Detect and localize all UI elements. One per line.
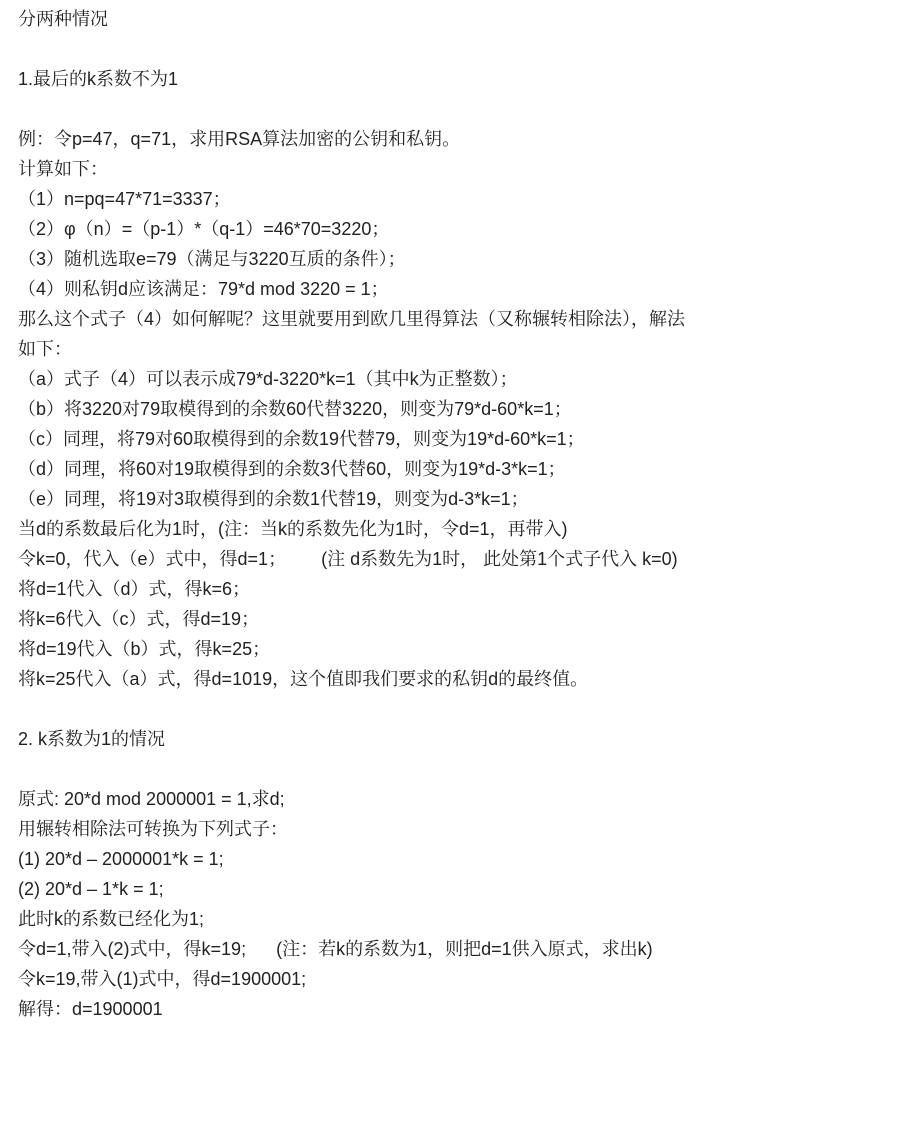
transition-text: 那么这个式子（4）如何解呢？这里就要用到欧几里得算法（又称辗转相除法），解法 (18, 309, 686, 329)
section2-line: 令k=19,带入(1)式中，得d=1900001; (18, 969, 307, 989)
section2-line: 此时k的系数已经化为1; (18, 909, 205, 929)
section2-line: 用辗转相除法可转换为下列式子： (18, 819, 288, 839)
example-statement: 例：令p=47，q=71，求用RSA算法加密的公钥和私钥。 (18, 129, 461, 149)
result-line: 令k=0，代入（e）式中，得d=1； (注 d系数先为1时， 此处第1个式子代入 k=0) (18, 549, 678, 569)
result-line: 当d的系数最后化为1时，(注：当k的系数先化为1时，令d=1，再带入) (18, 519, 568, 539)
spacer (18, 754, 898, 784)
section2-line: (1) 20*d – 2000001*k = 1; (18, 849, 224, 869)
section2-line: (2) 20*d – 1*k = 1; (18, 879, 164, 899)
substep-line: （a）式子（4）可以表示成79*d-3220*k=1（其中k为正整数）； (18, 369, 518, 389)
step-line: （2）φ（n）=（p-1）*（q-1）=46*70=3220； (18, 219, 390, 239)
section2-line: 令d=1,带入(2)式中，得k=19; (注：若k的系数为1，则把d=1供入原式，求出k) (18, 939, 653, 959)
result-line: 将d=1代入（d）式，得k=6； (18, 579, 251, 599)
spacer (18, 694, 898, 724)
result-line: 将d=19代入（b）式，得k=25； (18, 639, 271, 659)
substep-line: （e）同理，将19对3取模得到的余数1代替19，则变为d-3*k=1； (18, 489, 529, 509)
substep-line: （c）同理，将79对60取模得到的余数19代替79，则变为19*d-60*k=1； (18, 429, 585, 449)
section2-heading: 2. k系数为1的情况 (18, 729, 166, 749)
step-line: （3）随机选取e=79（满足与3220互质的条件）； (18, 249, 406, 269)
substep-line: （d）同理，将60对19取模得到的余数3代替60，则变为19*d-3*k=1； (18, 459, 566, 479)
spacer (18, 34, 898, 64)
transition-text: 如下： (18, 339, 72, 359)
document-body (18, 4, 898, 1024)
substep-line: （b）将3220对79取模得到的余数60代替3220，则变为79*d-60*k=1； (18, 399, 572, 419)
calc-label: 计算如下： (18, 159, 108, 179)
intro-text: 分两种情况 (18, 9, 108, 29)
step-line: （4）则私钥d应该满足：79*d mod 3220 = 1； (18, 279, 389, 299)
section2-line: 原式: 20*d mod 2000001 = 1,求d; (18, 789, 285, 809)
spacer (18, 94, 898, 124)
section1-heading: 1.最后的k系数不为1 (18, 69, 179, 89)
result-line: 将k=25代入（a）式，得d=1019，这个值即我们要求的私钥d的最终值。 (18, 669, 589, 689)
step-line: （1）n=pq=47*71=3337； (18, 189, 231, 209)
section2-line: 解得：d=1900001 (18, 999, 163, 1019)
result-line: 将k=6代入（c）式，得d=19； (18, 609, 260, 629)
